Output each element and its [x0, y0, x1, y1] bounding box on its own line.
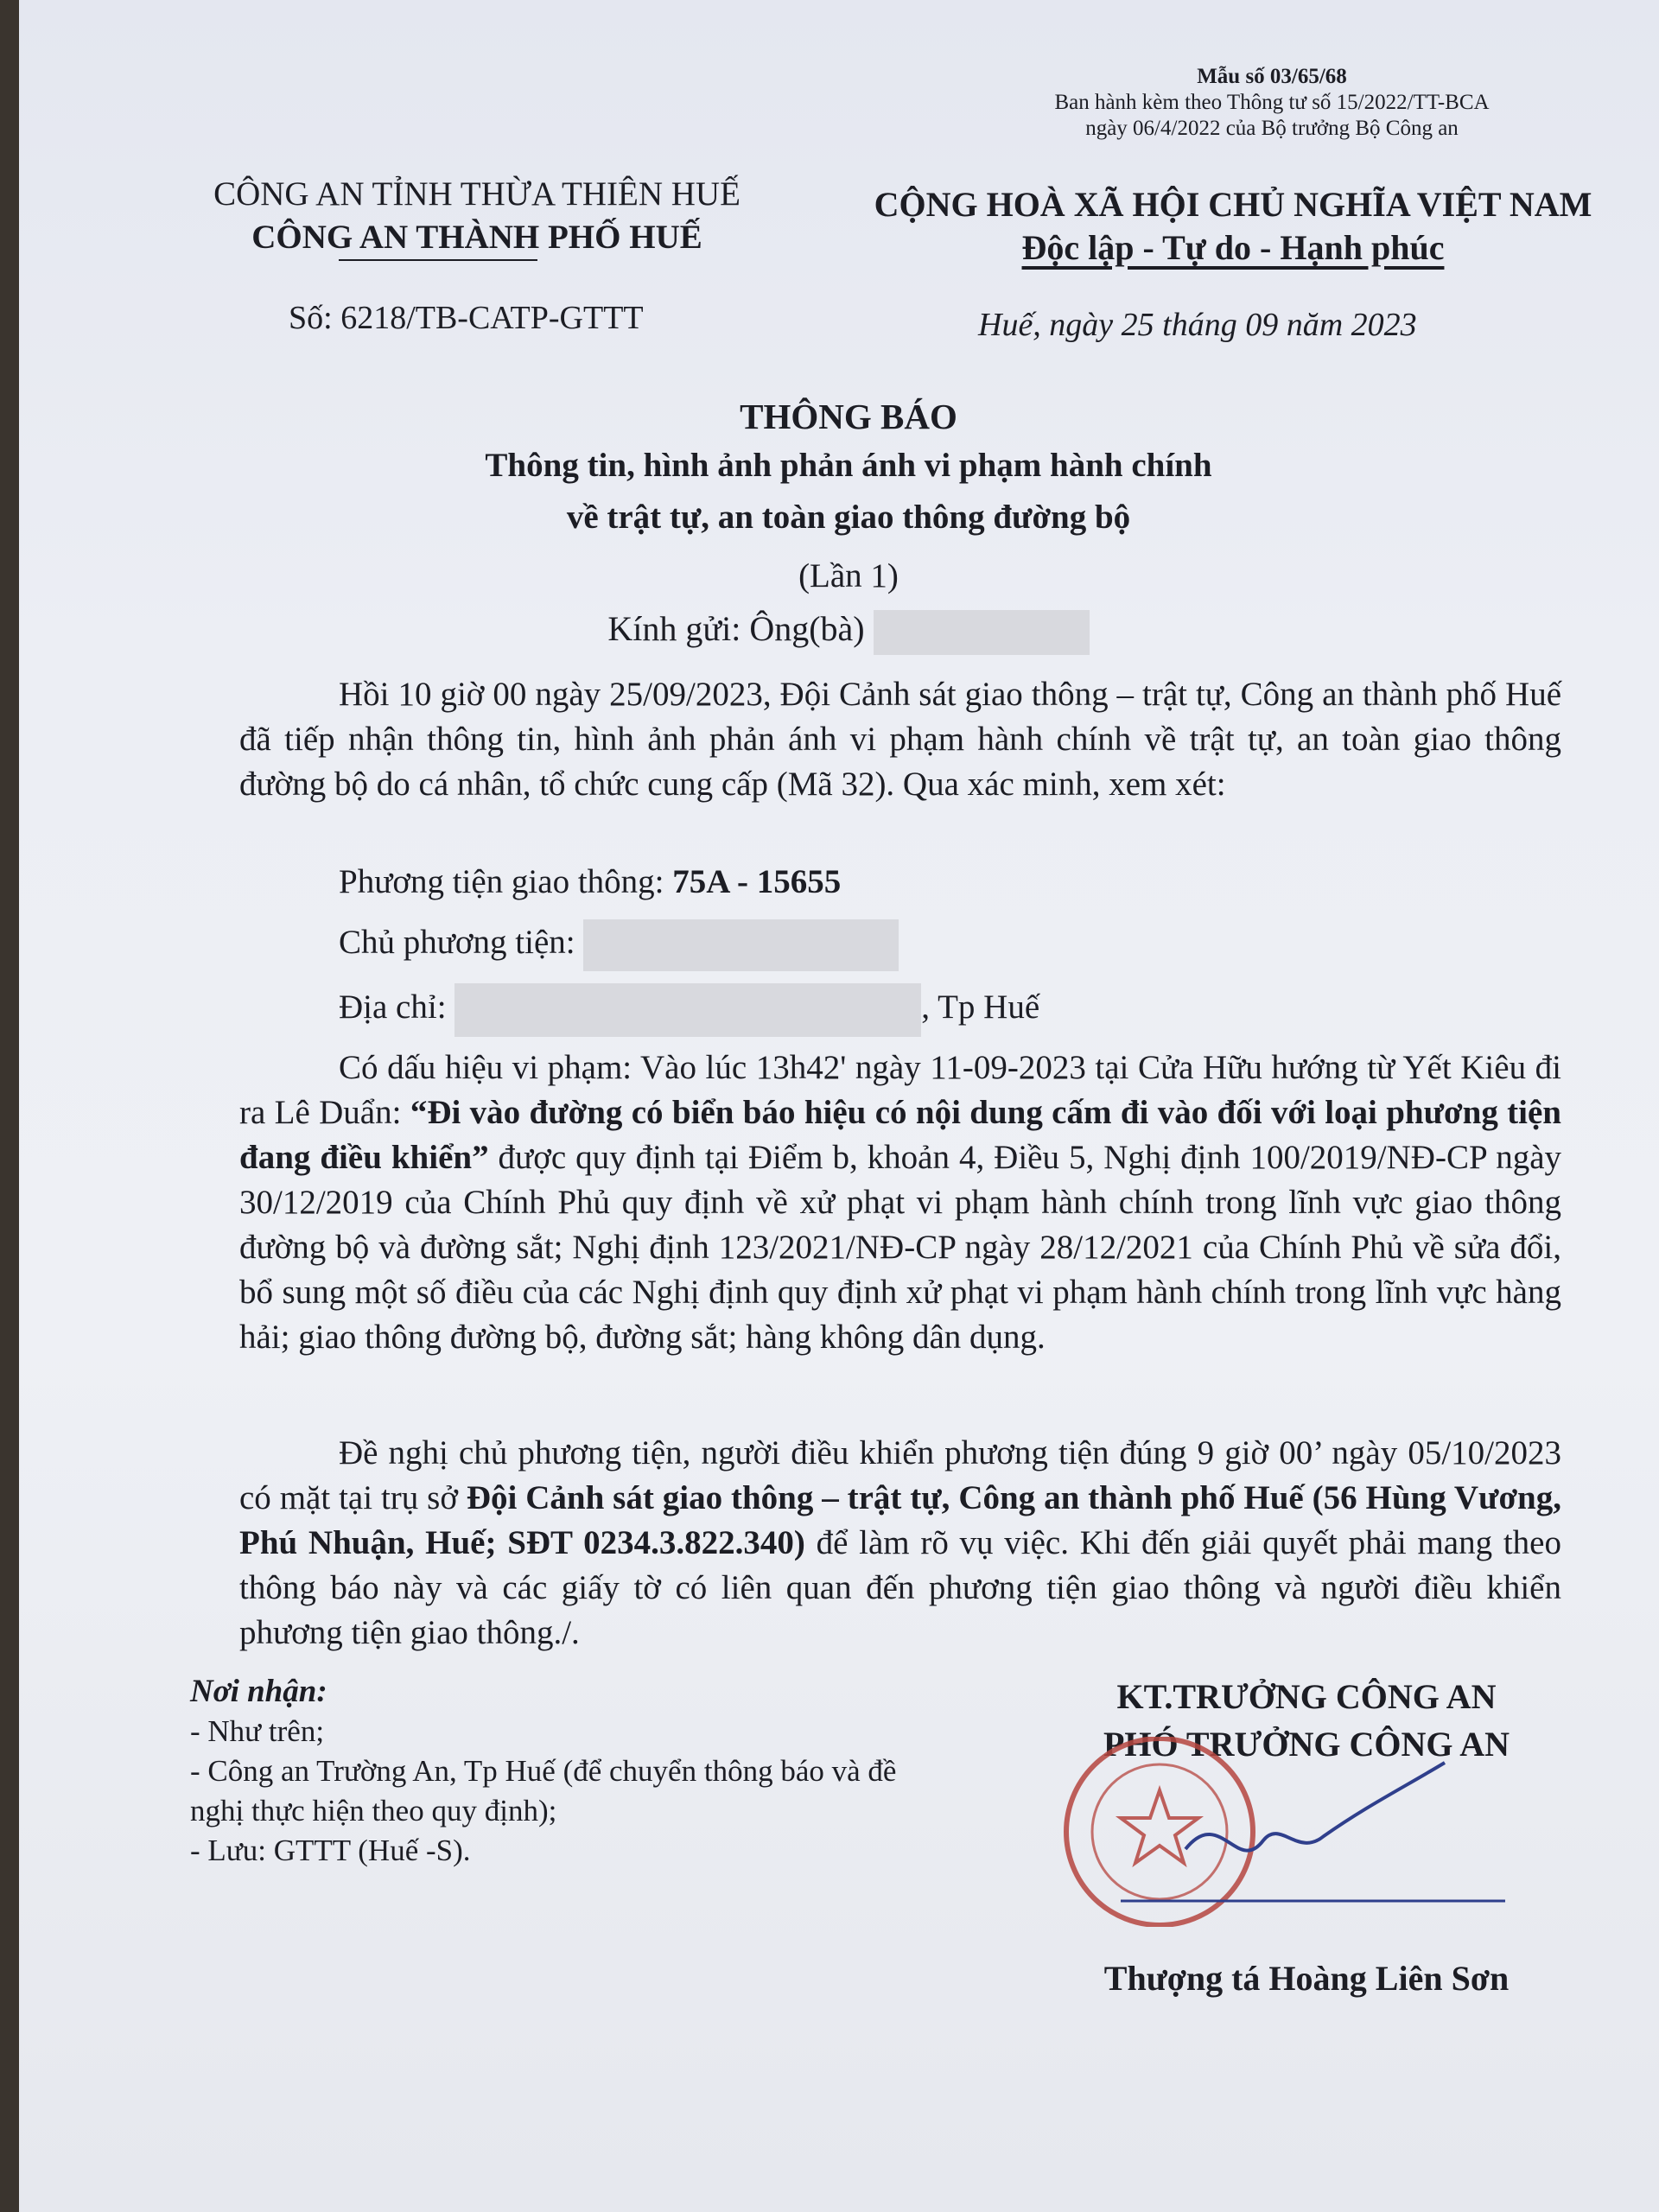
- nation-motto: Độc lập - Tự do - Hạnh phúc: [1021, 228, 1445, 267]
- redacted-name: [874, 610, 1090, 655]
- owner-label: Chủ phương tiện:: [339, 923, 584, 961]
- form-number: Mẫu số 03/65/68: [1197, 65, 1347, 88]
- issuer-header: [166, 173, 788, 259]
- signature-title-2: PHÓ TRƯỞNG CÔNG AN: [1103, 1725, 1510, 1764]
- address-label: Địa chỉ:: [339, 988, 455, 1026]
- vehicle-plate: 75A - 15655: [672, 863, 842, 900]
- issuer-divider: [339, 259, 537, 261]
- violation-paragraph: [239, 1046, 1561, 1360]
- addressee-label: Kính gửi: Ông(bà): [607, 609, 874, 648]
- notice-round: (Lần 1): [798, 557, 899, 594]
- signature-stroke: [1185, 1763, 1445, 1851]
- vehicle-label: Phương tiện giao thông:: [339, 863, 673, 900]
- owner-line: [339, 919, 899, 971]
- issuer-parent: CÔNG AN TỈNH THỪA THIÊN HUẾ: [213, 175, 741, 213]
- document-page: [19, 0, 1659, 2212]
- recipient-item: - Công an Trường An, Tp Huế (để chuyển thông báo và đề nghị thực hiện theo quy định);: [190, 1754, 897, 1827]
- place-date: Huế, ngày 25 tháng 09 năm 2023: [978, 307, 1417, 343]
- stamp-inner-ring: [1092, 1764, 1227, 1899]
- nation-name: CỘNG HOÀ XÃ HỘI CHỦ NGHĨA VIỆT NAM: [874, 185, 1592, 224]
- addressee-line: [19, 608, 1659, 655]
- document-subtitle-1: Thông tin, hình ảnh phản ánh vi phạm hành chính: [485, 447, 1212, 484]
- recipients-heading: Nơi nhận:: [190, 1674, 327, 1709]
- document-subtitle-2: về trật tự, an toàn giao thông đường bộ: [566, 499, 1131, 536]
- address-line: [339, 983, 1039, 1037]
- request-place: Đội Cảnh sát giao thông – trật tự, Công an thành phố Huế (56 Hùng Vương, Phú Nhuận, Huế; SĐT 0234.3.822.340): [239, 1479, 1561, 1561]
- redacted-address: [454, 983, 921, 1037]
- redacted-owner: [583, 919, 899, 971]
- document-title: THÔNG BÁO: [740, 397, 957, 436]
- violation-legal-basis: được quy định tại Điểm b, khoản 4, Điều 5, Nghị định 100/2019/NĐ-CP ngày 30/12/2019 của Chính Phủ quy định về xử phạt vi phạm hành chính trong lĩnh vực giao thông đường bộ và đường sắt; Nghị định 123/2021/NĐ-CP ngày 28/12/2021 của Chính Phủ về sửa đổi, bổ sung một số điều của các Nghị định quy định xử phạt vi phạm hành chính trong lĩnh vực hàng hải; giao thông đường bộ, đường sắt; hàng không dân dụng.: [239, 1139, 1562, 1356]
- request-paragraph: [239, 1431, 1561, 1656]
- request-lead: Đề nghị chủ phương tiện, người điều khiển phương tiện đúng 9 giờ 00’ ngày 05/10/2023 có mặt tại trụ sở: [239, 1434, 1561, 1516]
- signature-title-1: KT.TRƯỞNG CÔNG AN: [1116, 1677, 1497, 1716]
- signatory-name: Thượng tá Hoàng Liên Sơn: [1103, 1959, 1510, 1998]
- vehicle-line: [339, 862, 841, 901]
- request-rest: để làm rõ vụ việc. Khi đến giải quyết phải mang theo thông báo này và các giấy tờ có liên quan đến phương tiện giao thông và người điều khiển phương tiện giao thông./.: [239, 1524, 1561, 1651]
- violation-lead: Có dấu hiệu vi phạm: Vào lúc 13h42' ngày 11-09-2023 tại Cửa Hữu hướng từ Yết Kiêu đi ra Lê Duẩn:: [239, 1049, 1561, 1131]
- address-city: , Tp Huế: [921, 988, 1040, 1026]
- form-issued-date: ngày 06/4/2022 của Bộ trưởng Bộ Công an: [1085, 117, 1459, 140]
- star-icon: [1121, 1790, 1198, 1863]
- recipients-block: [190, 1672, 916, 1871]
- violation-offence: “Đi vào đường có biển báo hiệu có nội dung cấm đi vào đối với loại phương tiện đang điều khiển”: [239, 1094, 1561, 1176]
- form-issued-by: Ban hành kèm theo Thông tư số 15/2022/TT-BCA: [1054, 91, 1490, 114]
- official-stamp: [1039, 1737, 1522, 1927]
- nation-header: [823, 183, 1643, 270]
- form-reference: [987, 64, 1557, 142]
- intro-paragraph: Hồi 10 giờ 00 ngày 25/09/2023, Đội Cảnh sát giao thông – trật tự, Công an thành phố Huế đã tiếp nhận thông tin, hình ảnh phản ánh vi phạm hành chính về trật tự, an toàn giao thông đường bộ do cá nhân, tổ chức cung cấp (Mã 32). Qua xác minh, xem xét:: [239, 676, 1561, 803]
- document-number: Số: 6218/TB-CATP-GTTT: [289, 300, 644, 336]
- recipient-item: - Như trên;: [190, 1714, 325, 1748]
- recipient-item: - Lưu: GTTT (Huế -S).: [190, 1834, 471, 1867]
- stamp-outer-ring: [1066, 1738, 1253, 1925]
- issuer-unit: CÔNG AN THÀNH PHỐ HUẾ: [251, 219, 702, 256]
